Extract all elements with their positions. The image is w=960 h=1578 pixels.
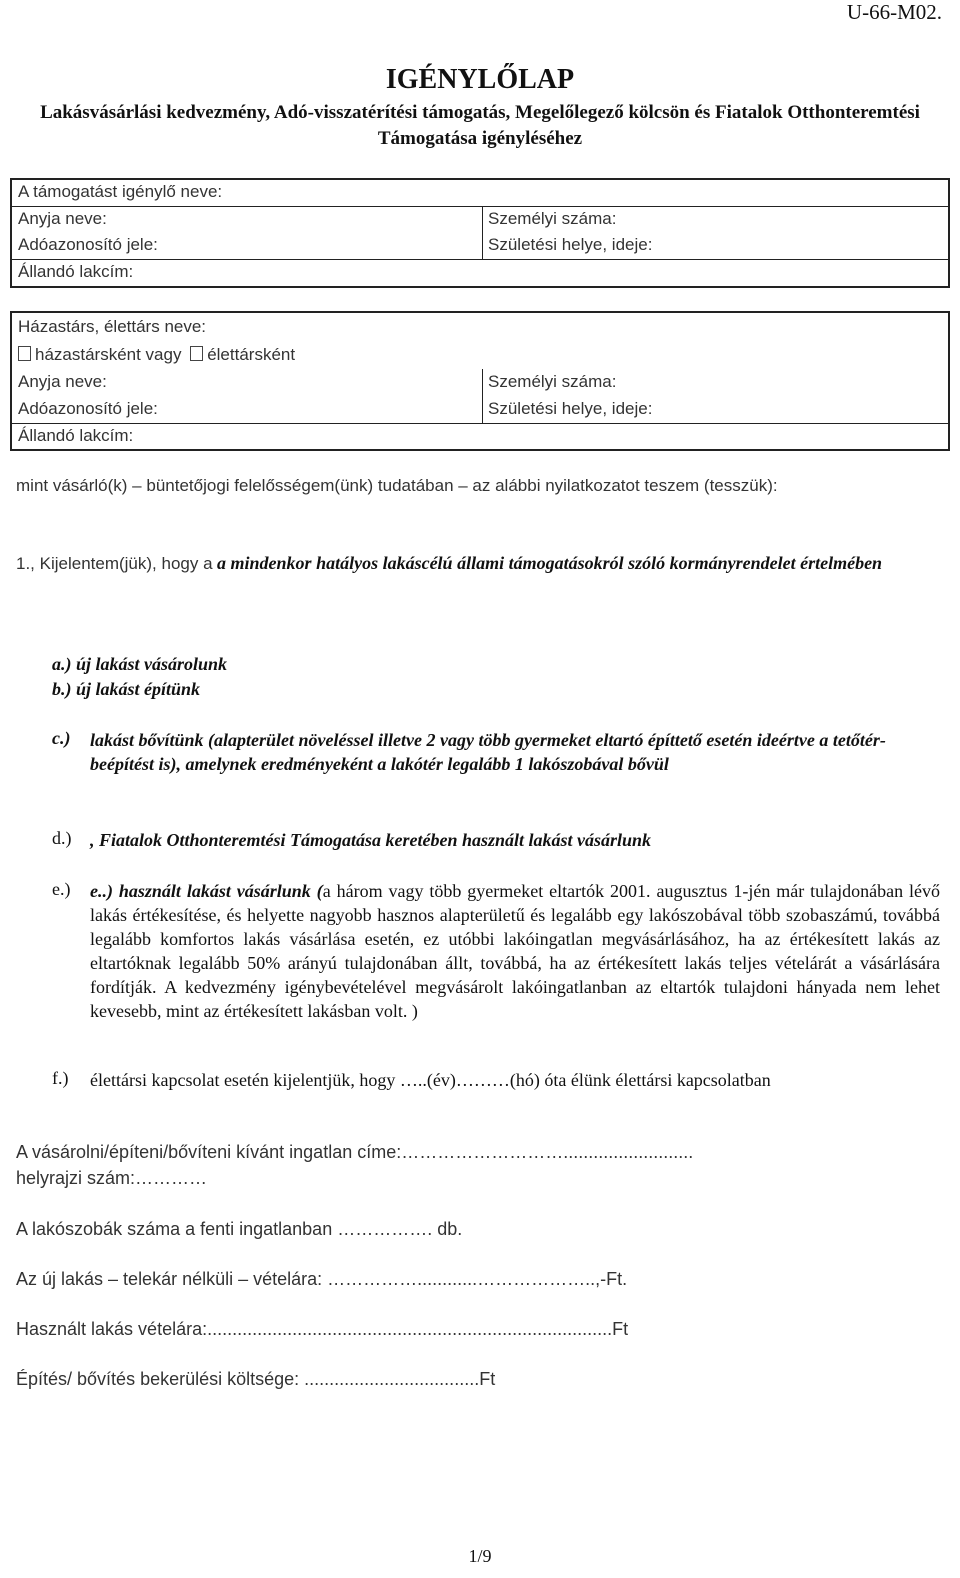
form-code: U-66-M02.: [846, 0, 942, 24]
point-1: [16, 550, 940, 577]
option-c-text: lakást bővítünk (alapterület növeléssel illetve 2 vagy több gyermeket eltartó építtető esetén ideértve a tetőtér-beépítést is), amelynek eredményeként a lakótér legalább 1 lakószobával bővül: [90, 730, 886, 774]
page-number: 1/9: [468, 1546, 492, 1566]
declaration-text: mint vásárló(k) – büntetőjogi felelősségem(ünk) tudatában – az alábbi nyilatkozatot teszem (tesszük):: [16, 476, 778, 495]
partner-checkbox[interactable]: [190, 346, 203, 361]
rooms-field[interactable]: A lakószobák száma a fenti ingatlanban ……………. db.: [16, 1219, 463, 1239]
option-f-label: f.): [52, 1068, 69, 1088]
build-cost-field[interactable]: Építés/ bővítés bekerülési költsége: ...................................Ft: [16, 1369, 496, 1389]
spouse-mother-label: Anyja neve:: [18, 372, 107, 391]
option-e-block: [90, 879, 940, 1023]
option-c-label: c.): [52, 728, 71, 748]
page-subtitle: Lakásvásárlási kedvezmény, Adó-visszatérítési támogatás, Megelőlegező kölcsön és Fiatalok Otthonteremtési Támogatása igényléséhez: [40, 102, 920, 149]
spouse-personal-no-label: Személyi száma:: [488, 372, 617, 391]
point-1-lead: 1., Kijelentem(jük), hogy a: [16, 554, 213, 573]
applicant-mother-label: Anyja neve:: [18, 209, 107, 228]
property-address-field[interactable]: A vásárolni/építeni/bővíteni kívánt ingatlan címe:………………………..........................: [16, 1142, 694, 1162]
applicant-tax-label: Adóazonosító jele:: [18, 235, 158, 254]
spouse-section: [10, 311, 950, 451]
partner-option-label: élettársként: [207, 345, 296, 364]
used-price-field[interactable]: Használt lakás vételára:.................................................................................Ft: [16, 1319, 629, 1339]
divider: [482, 369, 483, 423]
spouse-checkbox[interactable]: [18, 346, 31, 361]
lot-number-field[interactable]: helyrajzi szám:…………: [16, 1168, 208, 1188]
option-f-text: élettársi kapcsolat esetén kijelentjük, hogy …..(év)………(hó) óta élünk élettársi kapcsolatban: [90, 1070, 771, 1090]
divider: [482, 207, 483, 259]
applicant-birth-label: Születési helye, ideje:: [488, 235, 653, 254]
new-price-field[interactable]: Az új lakás – telekár nélküli – vételára: ……………............………………..,-Ft.: [16, 1269, 628, 1289]
option-e-title: e..) használt lakást vásárlunk (: [90, 881, 323, 901]
applicant-section: [10, 178, 950, 288]
spouse-tax-label: Adóazonosító jele:: [18, 399, 158, 418]
point-1-text: a mindenkor hatályos lakáscélú állami támogatásokról szóló kormányrendelet értelmében: [217, 553, 883, 573]
option-b: b.) új lakást építünk: [52, 679, 201, 699]
applicant-address-label: Állandó lakcím:: [18, 262, 134, 281]
spouse-option-label: házastársként vagy: [35, 345, 182, 364]
option-d-text: , Fiatalok Otthonteremtési Támogatása keretében használt lakást vásárlunk: [90, 830, 652, 850]
applicant-name-label: A támogatást igénylő neve:: [18, 182, 223, 201]
spouse-address-label: Állandó lakcím:: [18, 426, 134, 445]
spouse-birth-label: Születési helye, ideje:: [488, 399, 653, 418]
page-title: IGÉNYLŐLAP: [385, 64, 575, 95]
option-e-label: e.): [52, 879, 71, 899]
option-a: a.) új lakást vásárolunk: [52, 654, 228, 674]
option-d-label: d.): [52, 828, 72, 848]
spouse-name-label: Házastárs, élettárs neve:: [18, 317, 207, 336]
applicant-personal-no-label: Személyi száma:: [488, 209, 617, 228]
option-e-text: a három vagy több gyermeket eltartók 2001. augusztus 1-jén már tulajdonában lévő lakás értékesítése, és helyette nagyobb hasznos alapterületű és legalább egy lakószobával több szobaszámú, továbbá legalább komfortos lakás vásárlása esetén, ez utóbbi lakóingatlan megvásárlásához, ha az értékesített lakás az eltartóknak legalább 50% arányú tulajdonában állt, továbbá, ha az értékesített lakás teljes vételárát a vásárlására fordítják. A kedvezmény igénybevételével megvásárolt lakóingatlanban az eltartók tulajdoni hányada nem lehet kevesebb, mint az értékesített lakásban volt. ): [90, 881, 941, 1021]
